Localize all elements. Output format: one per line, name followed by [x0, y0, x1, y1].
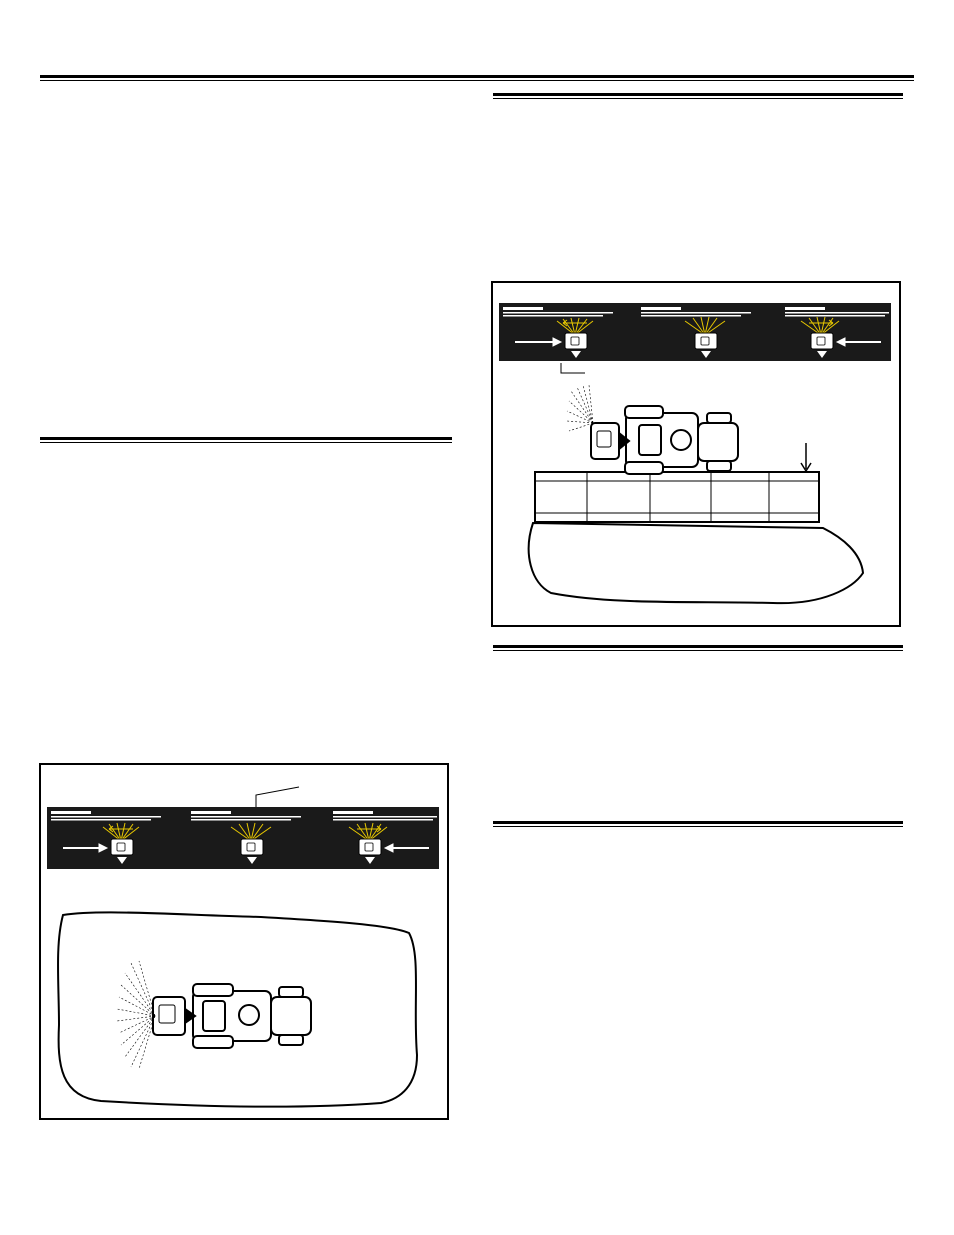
- figure-open-field: [39, 763, 449, 1120]
- down-arrow-icon: [801, 443, 811, 471]
- page-header-rule: [40, 75, 914, 78]
- right-section-rule-2: [493, 645, 903, 648]
- right-section-rule-1: [493, 93, 903, 96]
- field-outline: [529, 523, 863, 603]
- spreader-icon: [591, 423, 629, 459]
- spray-fan-icon: [117, 961, 155, 1069]
- tractor-icon: [193, 984, 311, 1048]
- figure-edge-spreading-drawing: [493, 283, 899, 625]
- spreader-icon: [153, 997, 195, 1035]
- leader-line: [256, 787, 299, 807]
- figure-edge-spreading: [491, 281, 901, 627]
- figure-open-field-drawing: [41, 765, 447, 1118]
- right-section-rule-3: [493, 821, 903, 824]
- bed-border: [535, 472, 819, 522]
- leader-line: [561, 363, 585, 373]
- tractor-icon: [625, 406, 738, 474]
- left-section-rule-2: [40, 437, 452, 440]
- decal-strip: [499, 303, 891, 361]
- spray-fan-icon: [567, 385, 593, 431]
